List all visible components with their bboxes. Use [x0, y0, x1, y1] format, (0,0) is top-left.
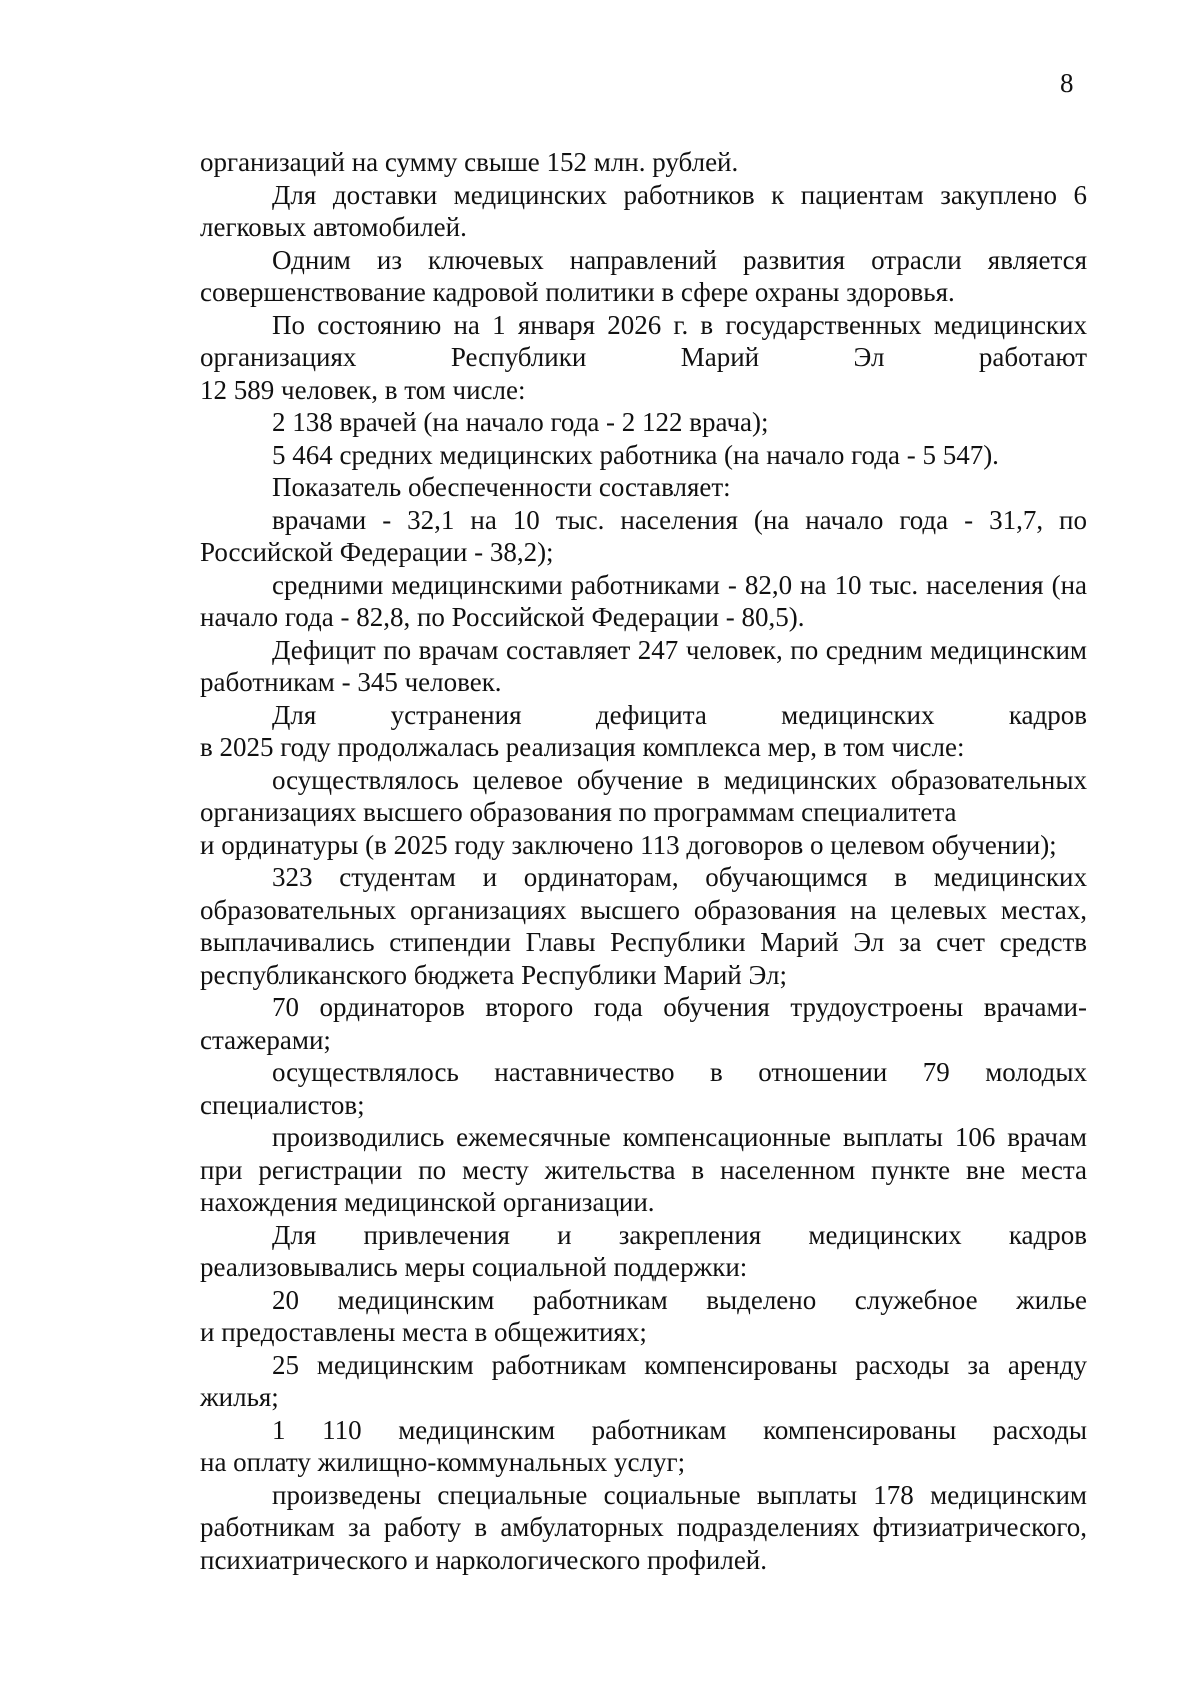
paragraph: производились ежемесячные компенсационные выплаты 106 врачам при регистрации по месту жительства в населенном пункте вне места нахождения медицинской организации. [200, 1122, 1087, 1217]
paragraph: Для устранения дефицита медицинских кадров [272, 699, 1087, 730]
paragraph: По состоянию на 1 января 2026 г. в государственных медицинских организациях Республики Марий Эл работают [200, 309, 1087, 372]
paragraph: врачами - 32,1 на 10 тыс. населения (на начало года - 31,7, по Российской Федерации - 38,2); [200, 504, 1087, 567]
paragraph: в 2025 году продолжалась реализация комплекса мер, в том числе: [200, 732, 965, 762]
paragraph: 323 студентам и ординаторам, обучающимся в медицинских образовательных организациях высшего образования на целевых местах, выплачивались стипендии Главы Республики Марий Эл за счет средств республиканского бюджета Республики Марий Эл; [200, 862, 1087, 990]
paragraph: произведены специальные социальные выплаты 178 медицинским работникам за работу в амбулаторных подразделениях фтизиатрического, психиатрического и наркологического профилей. [200, 1479, 1087, 1575]
paragraph: 2 138 врачей (на начало года - 2 122 врача); [272, 407, 769, 437]
paragraph: 1 110 медицинским работникам компенсированы расходы [272, 1414, 1087, 1445]
paragraph: и предоставлены места в общежитиях; [200, 1317, 647, 1347]
paragraph: на оплату жилищно-коммунальных услуг; [200, 1447, 686, 1477]
paragraph: Для привлечения и закрепления медицинских кадров реализовывались меры социальной поддержки: [200, 1219, 1087, 1282]
paragraph: 12 589 человек, в том числе: [200, 374, 526, 405]
paragraph: осуществлялось целевое обучение в медицинских образовательных организациях высшего образования по программам специалитета [200, 764, 1087, 827]
paragraph: осуществлялось наставничество в отношении 79 молодых специалистов; [200, 1057, 1087, 1120]
paragraph: Показатель обеспеченности составляет: [272, 472, 731, 502]
paragraph: Одним из ключевых направлений развития отрасли является совершенствование кадровой политики в сфере охраны здоровья. [200, 244, 1087, 307]
paragraph: 20 медицинским работникам выделено служебное жилье [272, 1284, 1087, 1315]
paragraph: Дефицит по врачам составляет 247 человек, по средним медицинским работникам - 345 человек. [200, 634, 1087, 697]
paragraph: Для доставки медицинских работников к пациентам закуплено 6 легковых автомобилей. [200, 179, 1087, 242]
paragraph: средними медицинскими работниками - 82,0 на 10 тыс. населения (на начало года - 82,8, по Российской Федерации - 80,5). [200, 569, 1087, 632]
paragraph: организаций на сумму свыше 152 млн. рублей. [200, 147, 739, 177]
paragraph: 5 464 средних медицинских работника (на начало года - 5 547). [272, 439, 999, 470]
paragraph: 25 медицинским работникам компенсированы расходы за аренду жилья; [200, 1349, 1087, 1412]
document-body [200, 146, 1087, 1576]
paragraph: и ординатуры (в 2025 году заключено 113 договоров о целевом обучении); [200, 829, 1057, 860]
page-number: 8 [1060, 68, 1074, 98]
paragraph: 70 ординаторов второго года обучения трудоустроены врачами-стажерами; [200, 992, 1087, 1055]
